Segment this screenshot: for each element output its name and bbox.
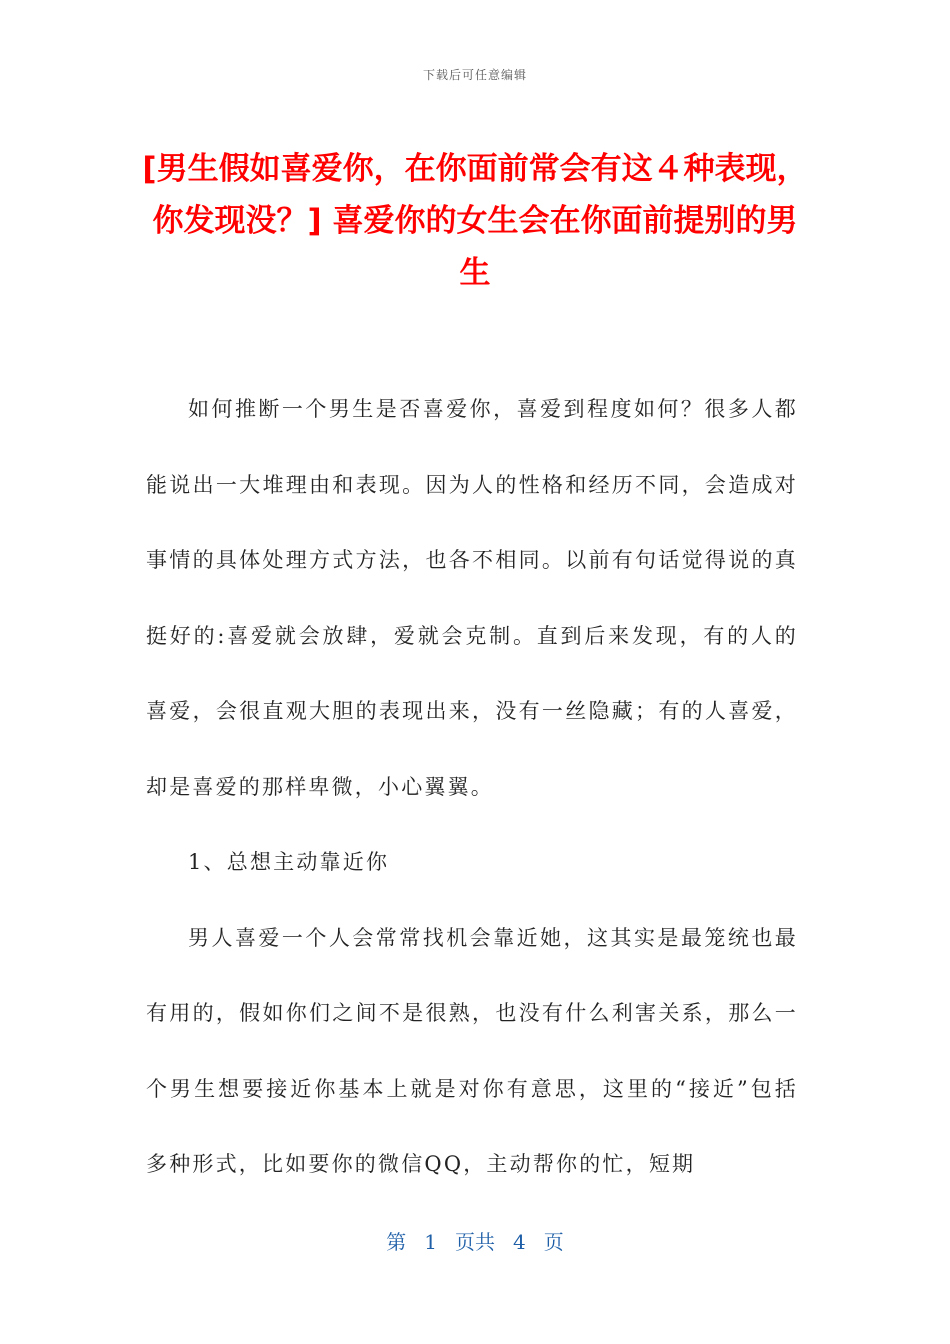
footer-prefix: 第 [386, 1230, 407, 1254]
footer-suffix: 页 [543, 1230, 564, 1254]
document-title: [男生假如喜爱你，在你面前常会有这４种表现，你发现没？] 喜爱你的女生会在你面前提别的男生 [142, 151, 808, 291]
document-body [146, 372, 798, 1203]
paragraph-intro: 如何推断一个男生是否喜爱你，喜爱到程度如何？很多人都能说出一大堆理由和表现。因为人的性格和经历不同，会造成对事情的具体处理方式方法，也各不相同。以前有句话觉得说的真挺好的:喜爱就会放肆，爱就会克制。直到后来发现，有的人的喜爱，会很直观大胆的表现出来，没有一丝隐藏；有的人喜爱，却是喜爱的那样卑微，小心翼翼。 [146, 397, 798, 799]
footer-current-page: 1 [424, 1230, 437, 1254]
header-note: 下载后可任意编辑 [422, 68, 527, 82]
footer-total-pages: 4 [513, 1230, 526, 1254]
page-footer [0, 1226, 950, 1255]
paragraph-section-1: 男人喜爱一个人会常常找机会靠近她，这其实是最笼统也最有用的，假如你们之间不是很熟，也没有什么利害关系，那么一个男生想要接近你基本上就是对你有意思，这里的“接近”包括多种形式，比如要你的微信QQ，主动帮你的忙，短期 [146, 925, 798, 1176]
footer-middle: 页共 [455, 1230, 495, 1254]
section-heading-1: 1、总想主动靠近你 [188, 850, 390, 874]
